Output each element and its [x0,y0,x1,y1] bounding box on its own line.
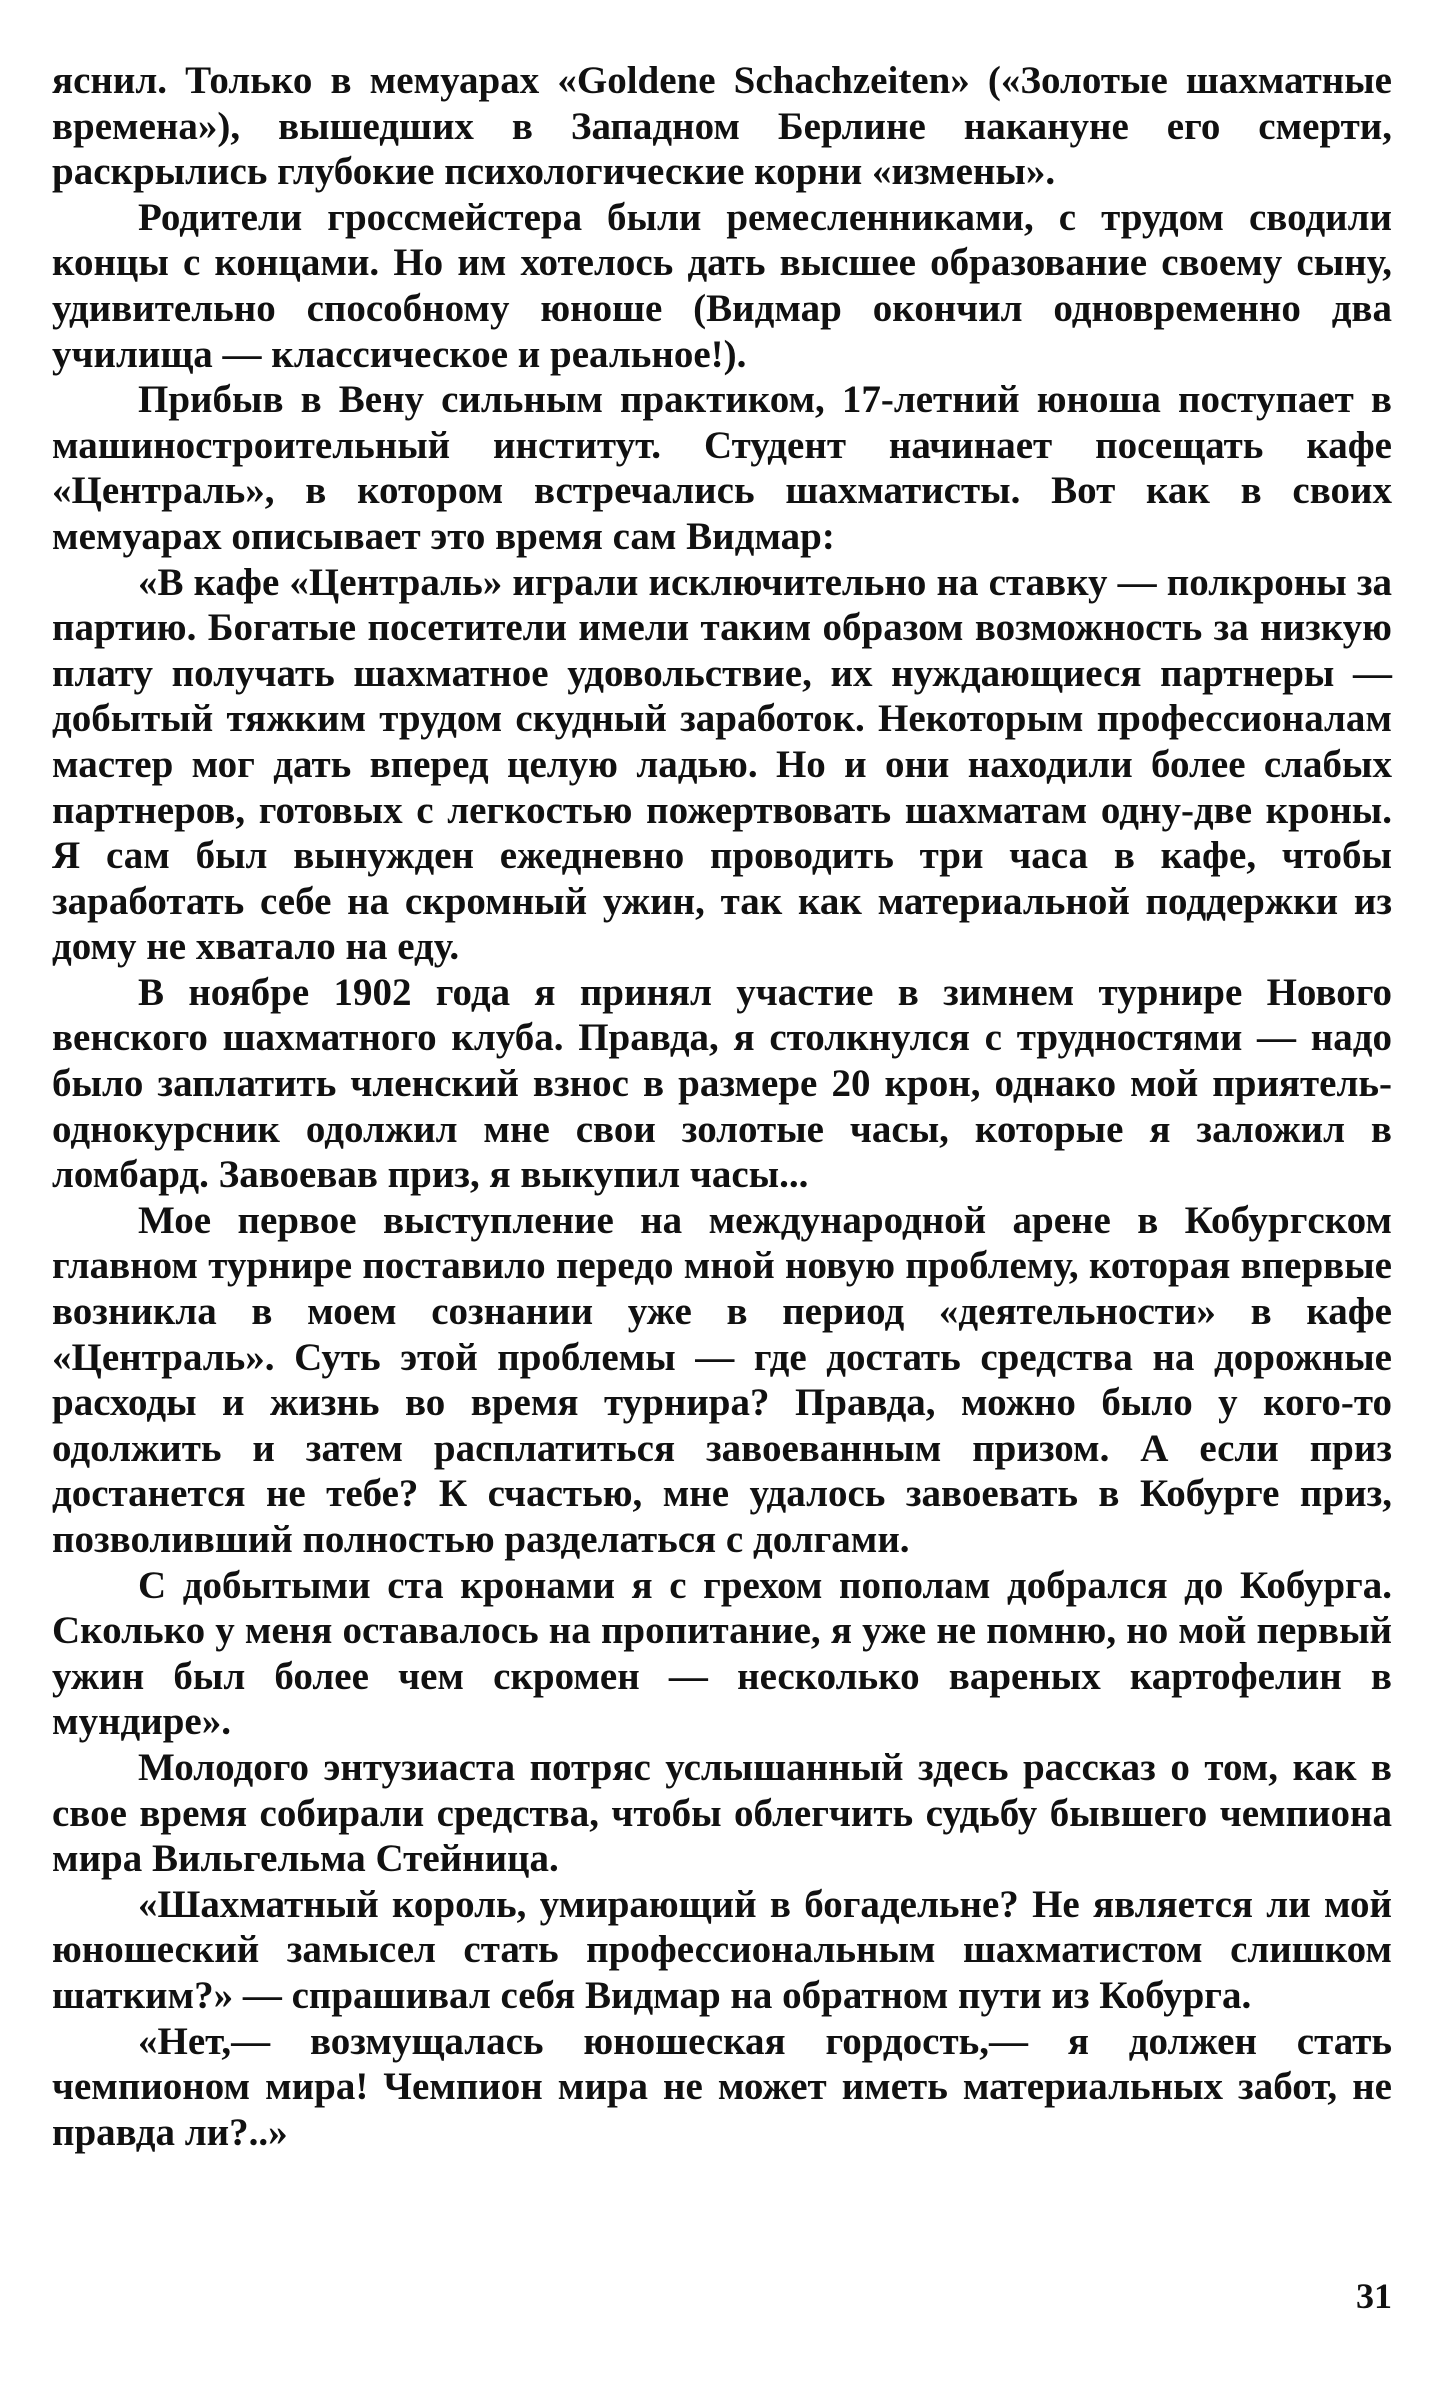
paragraph-4: «В кафе «Централь» играли исключительно на ставку — полкроны за партию. Богатые посетители имели таким образом возможность за низкую плату получать шахматное удовольствие, их нуждающиеся партнеры — добытый тяжким трудом скудный заработок. Некоторым профессионалам мастер мог дать вперед целую ладью. Но и они находили более слабых партнеров, готовых с легкостью пожертвовать шахматам одну-две кроны. Я сам был вынужден ежедневно проводить три часа в кафе, чтобы заработать себе на скромный ужин, так как материальной поддержки из дому не хватало на еду. [52,560,1392,969]
body-text [52,58,1392,2155]
paragraph-9: «Шахматный король, умирающий в богадельне? Не является ли мой юношеский замысел стать профессиональным шахматистом слишком шатким?» — спрашивал себя Видмар на обратном пути из Кобурга. [52,1882,1392,2017]
page-number: 31 [1356,2276,1392,2316]
paragraph-7: С добытыми ста кронами я с грехом пополам добрался до Кобурга. Сколько у меня оставалось на пропитание, я уже не помню, но мой первый ужин был более чем скромен — несколько вареных картофелин в мундире». [52,1563,1392,1744]
paragraph-8: Молодого энтузиаста потряс услышанный здесь рассказ о том, как в свое время собирали средства, чтобы облегчить судьбу бывшего чемпиона мира Вильгельма Стейница. [52,1745,1392,1881]
paragraph-3: Прибыв в Вену сильным практиком, 17-летний юноша поступает в машиностроительный институт. Студент начинает посещать кафе «Централь», в котором встречались шахматисты. Вот как в своих мемуарах описывает это время сам Видмар: [52,378,1392,558]
paragraph-5: В ноябре 1902 года я принял участие в зимнем турнире Нового венского шахматного клуба. Правда, я столкнулся с трудностями — надо было заплатить членский взнос в размере 20 крон, однако мой приятель-однокурсник одолжил мне свои золотые часы, которые я заложил в ломбард. Завоевав приз, я выкупил часы... [52,970,1392,1197]
paragraph-10: «Нет,— возмущалась юношеская гордость,— я должен стать чемпионом мира! Чемпион мира не может иметь материальных забот, не правда ли?..» [52,2019,1392,2154]
paragraph-6: Мое первое выступление на международной арене в Кобургском главном турнире поставило передо мной новую проблему, которая впервые возникла в моем сознании уже в период «деятельности» в кафе «Централь». Суть этой проблемы — где достать средства на дорожные расходы и жизнь во время турнира? Правда, можно было у кого-то одолжить и затем расплатиться завоеванным призом. А если приз достанется не тебе? К счастью, мне удалось завоевать в Кобурге приз, позволивший полностью разделаться с долгами. [52,1198,1392,1561]
paragraph-1: яснил. Только в мемуарах «Goldene Schachzeiten» («Золотые шахматные времена»), вышедших в Западном Берлине накануне его смерти, раскрылись глубокие психологические корни «измены». [52,59,1392,194]
paragraph-2: Родители гроссмейстера были ремесленниками, с трудом сводили концы с концами. Но им хотелось дать высшее образование своему сыну, удивительно способному юноше (Видмар окончил одновременно два училища — классическое и реальное!). [52,195,1392,376]
